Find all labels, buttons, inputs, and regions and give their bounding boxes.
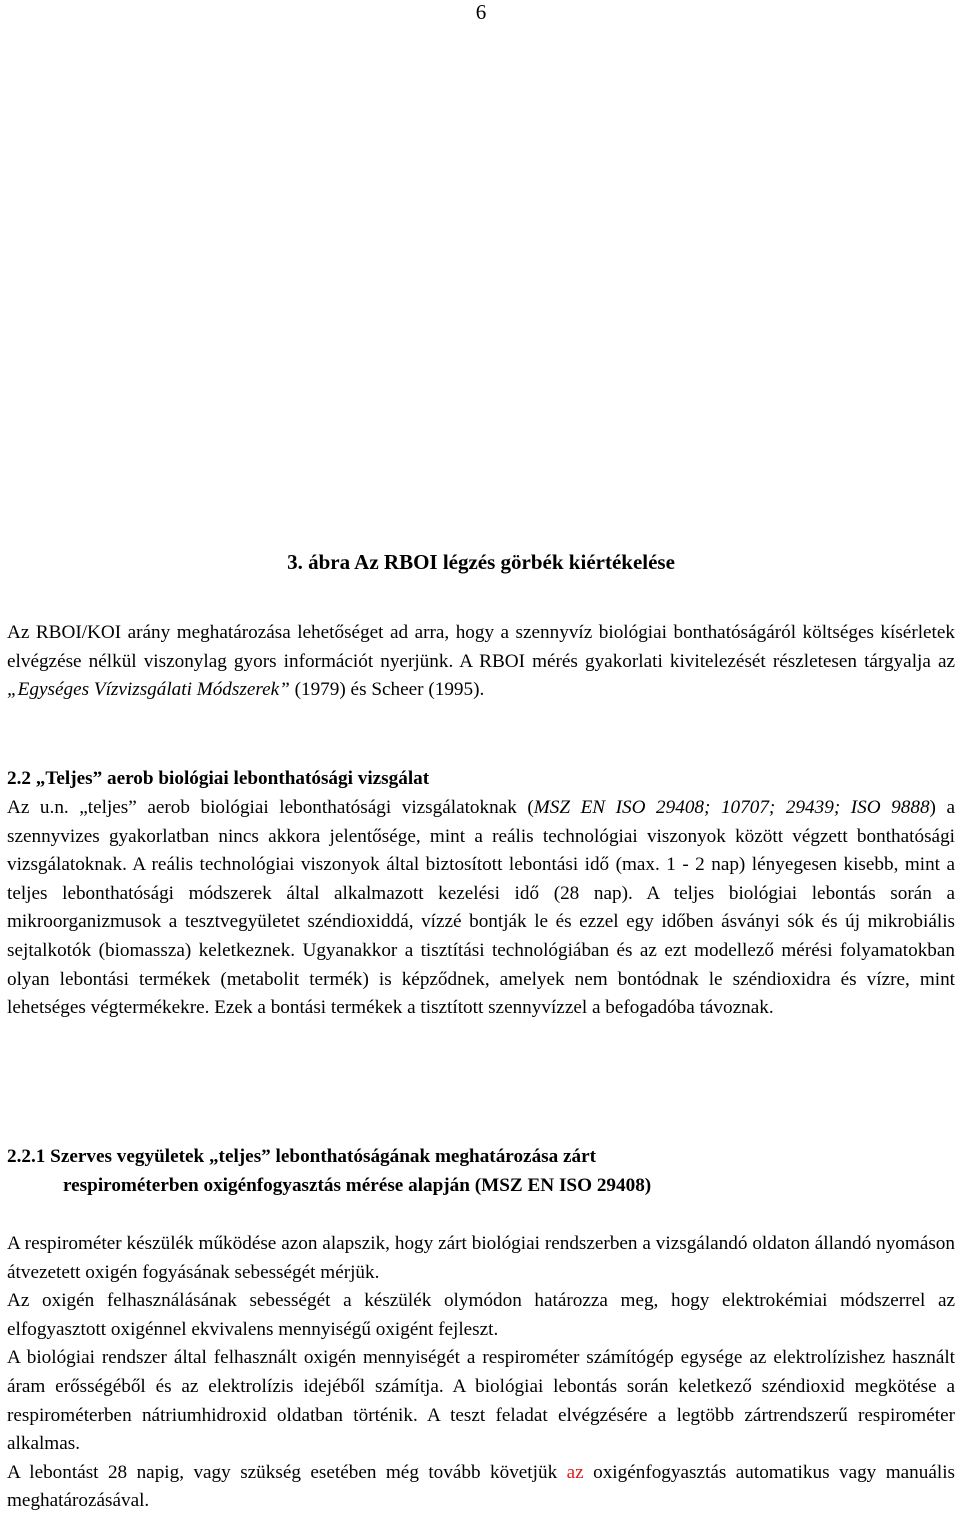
section-heading-2-2-1	[7, 1142, 955, 1200]
section-2-2-paragraph	[7, 794, 955, 1023]
section-2-2-1-paragraph-4	[7, 1459, 955, 1516]
intro-paragraph-block	[7, 619, 955, 705]
intro-paragraph	[7, 619, 955, 705]
intro-text: Az RBOI/KOI arány meghatározása lehetőséget ad arra, hogy a szennyvíz biológiai bonthatóságáról költséges kísérletek elvégzése nélkül viszonylag gyors információt nyerjünk. A RBOI mérés gyakorlati kivitelezését részletesen tárgyalja az	[7, 622, 955, 672]
section-2-2-1-p4-end: oxigénfogyasztás automatikus vagy manuális meghatározásával.	[7, 1461, 955, 1512]
section-2-2-1-paragraph-1: A respirométer készülék működése azon alapszik, hogy zárt biológiai rendszerben a vizsgálandó oldaton állandó nyomáson átvezetett oxigén fogyásának sebességét mérjük.	[7, 1233, 955, 1283]
page-number: 6	[475, 0, 487, 24]
highlighted-word: az	[566, 1461, 584, 1483]
section-2-2-1-p4-start: A lebontást 28 napig, vagy szükség esetében még tovább követjük	[7, 1461, 567, 1483]
section-2-2-text-rest: ) a szennyvizes gyakorlatban nincs akkora jelentősége, mint a reális technológiai viszonyok között végzett bonthatósági vizsgálatoknak. A reális technológiai viszonyok által biztosított lebontási idő (max. 1 - 2 nap) lényegesen kisebb, mint a teljes lebonthatósági módszerek által alkalmazott kezelési idő (28 nap). A teljes biológiai lebontás során a mikroorganizmusok a tesztvegyületet széndioxiddá, vízzé bontják le és ezzel egy időben ásványi sók és új mikrobiális sejtalkotók (biomassza) keletkeznek. Ugyanakkor a tisztítási technológiában és az ezt modellező mérési folyamatokban olyan lebontási termékek (metabolit termék) is képződnek, amelyek nem bontódnak le széndioxidra és vízre, mint lehetséges végtermékekre. Ezek a bontási termékek a tisztított szennyvízzel a befogadóba távoznak.	[7, 797, 956, 1019]
section-2-2-paragraph-block	[7, 794, 955, 1023]
section-2-2-1-paragraph-block	[7, 1230, 955, 1516]
document-page	[7, 0, 955, 1521]
section-2-2-1-paragraph-3: A biológiai rendszer által felhasznált oxigén mennyiségét a respirométer számítógép egysége az elektrolízishez használt áram erősségéből és az elektrolízis idejéből számítja. A biológiai lebontás során keletkező széndioxid megkötése a respirométerben nátriumhidroxid oldatban történik. A teszt feladat elvégzésére a legtöbb zártrendszerű respirométer alkalmas.	[7, 1347, 955, 1455]
standards-list: MSZ EN ISO 29408; 10707; 29439; ISO 9888	[533, 797, 930, 818]
section-heading-2-2-1-line1: 2.2.1 Szerves vegyületek „teljes” lebonthatóságának meghatározása zárt	[7, 1146, 597, 1167]
section-heading-2-2-1-line2: respirométerben oxigénfogyasztás mérése alapján (MSZ EN ISO 29408)	[63, 1175, 652, 1196]
section-2-2-1-paragraph-2: Az oxigén felhasználásának sebességét a készülék olymódon határozza meg, hogy elektrokémiai módszerrel az elfogyasztott oxigénnel ekvivalens mennyiségű oxigént fejleszt.	[7, 1290, 955, 1340]
figure-placeholder	[7, 30, 955, 530]
section-heading-2-2: 2.2 „Teljes” aerob biológiai lebonthatósági vizsgálat	[7, 768, 430, 789]
intro-text-end: (1979) és Scheer (1995).	[289, 679, 485, 701]
section-2-2-text-start: Az u.n. „teljes” aerob biológiai lebonthatósági vizsgálatoknak (	[7, 797, 534, 818]
intro-italic-title: „Egységes Vízvizsgálati Módszerek”	[7, 679, 290, 701]
figure-caption: 3. ábra Az RBOI légzés görbék kiértékelése	[287, 550, 675, 574]
